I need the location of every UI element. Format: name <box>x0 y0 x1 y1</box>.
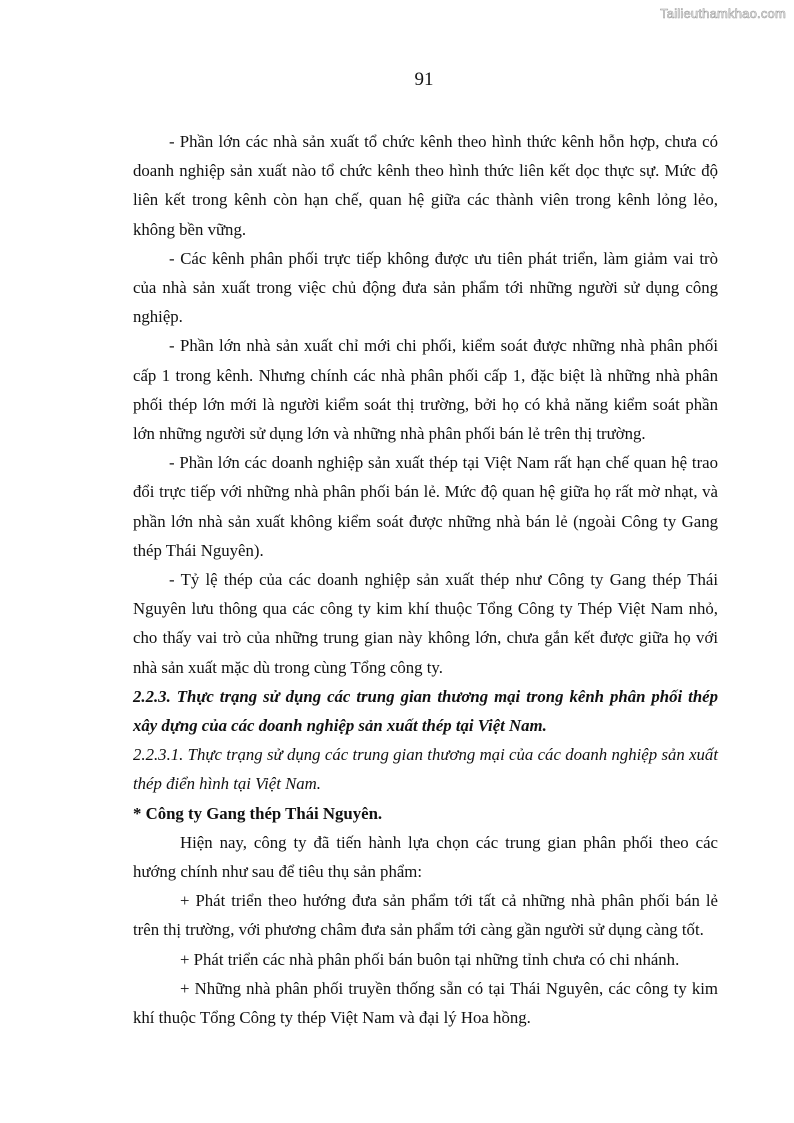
company-heading: * Công ty Gang thép Thái Nguyên. <box>133 803 383 823</box>
paragraph-direct-channels: - Các kênh phân phối trực tiếp không được ưu tiên phát triển, làm giảm vai trò của nhà sản xuất trong việc chủ động đưa sản phẩm tới những người sử dụng công nghiệp. <box>133 248 718 327</box>
watermark-text: Tailieuthamkhao.com <box>660 6 786 21</box>
company-point-wholesale: + Phát triển các nhà phân phối bán buôn tại những tỉnh chưa có chi nhánh. <box>180 949 680 969</box>
company-intro: Hiện nay, công ty đã tiến hành lựa chọn các trung gian phân phối theo các hướng chính như sau để tiêu thụ sản phẩm: <box>133 832 718 882</box>
company-point-traditional: + Những nhà phân phối truyền thống sẵn có tại Thái Nguyên, các công ty kim khí thuộc Tổng Công ty thép Việt Nam và đại lý Hoa hồng. <box>133 978 718 1028</box>
paragraph-steel-ratio: - Tỷ lệ thép của các doanh nghiệp sản xuất thép như Công ty Gang thép Thái Nguyên lưu thông qua các công ty kim khí thuộc Tổng Công ty Thép Việt Nam nhỏ, cho thấy vai trò của những trung gian này không lớn, chưa gắn kết được giữa họ với nhà sản xuất mặc dù trong cùng Tổng công ty. <box>133 570 718 677</box>
section-heading-2-2-3: 2.2.3. Thực trạng sử dụng các trung gian thương mại trong kênh phân phối thép xây dựng của các doanh nghiệp sản xuất thép tại Việt Nam. <box>133 686 718 736</box>
company-point-retail: + Phát triển theo hướng đưa sản phẩm tới tất cả những nhà phân phối bán lẻ trên thị trường, với phương châm đưa sản phẩm tới càng gần người sử dụng càng tốt. <box>133 891 718 940</box>
paragraph-level1-distributors: - Phần lớn nhà sản xuất chỉ mới chi phối, kiểm soát được những nhà phân phối cấp 1 trong kênh. Nhưng chính các nhà phân phối cấp 1, đặc biệt là những nhà phân phối thép lớn mới là người kiểm soát thị trường, bởi họ có khả năng kiểm soát phần lớn những người sử dụng lớn và những nhà phân phối bán lẻ trên thị trường. <box>133 336 718 444</box>
subsection-heading-2-2-3-1: 2.2.3.1. Thực trạng sử dụng các trung gian thương mại của các doanh nghiệp sản xuất thép điển hình tại Việt Nam. <box>133 745 718 794</box>
paragraph-hybrid-channels: - Phần lớn các nhà sản xuất tổ chức kênh theo hình thức kênh hỗn hợp, chưa có doanh nghiệp sản xuất nào tổ chức kênh theo hình thức liên kết dọc thực sự. Mức độ liên kết trong kênh còn hạn chế, quan hệ giữa các thành viên trong kênh lỏng lẻo, không bền vững. <box>133 132 718 239</box>
page-number: 91 <box>414 69 434 90</box>
document-body <box>133 127 718 1032</box>
paragraph-retail-relations: - Phần lớn các doanh nghiệp sản xuất thép tại Việt Nam rất hạn chế quan hệ trao đổi trực tiếp với những nhà phân phối bán lẻ. Mức độ quan hệ giữa họ rất mờ nhạt, và phần lớn nhà sản xuất không kiểm soát được những nhà bán lẻ (ngoài Công ty Gang thép Thái Nguyên). <box>133 453 718 560</box>
